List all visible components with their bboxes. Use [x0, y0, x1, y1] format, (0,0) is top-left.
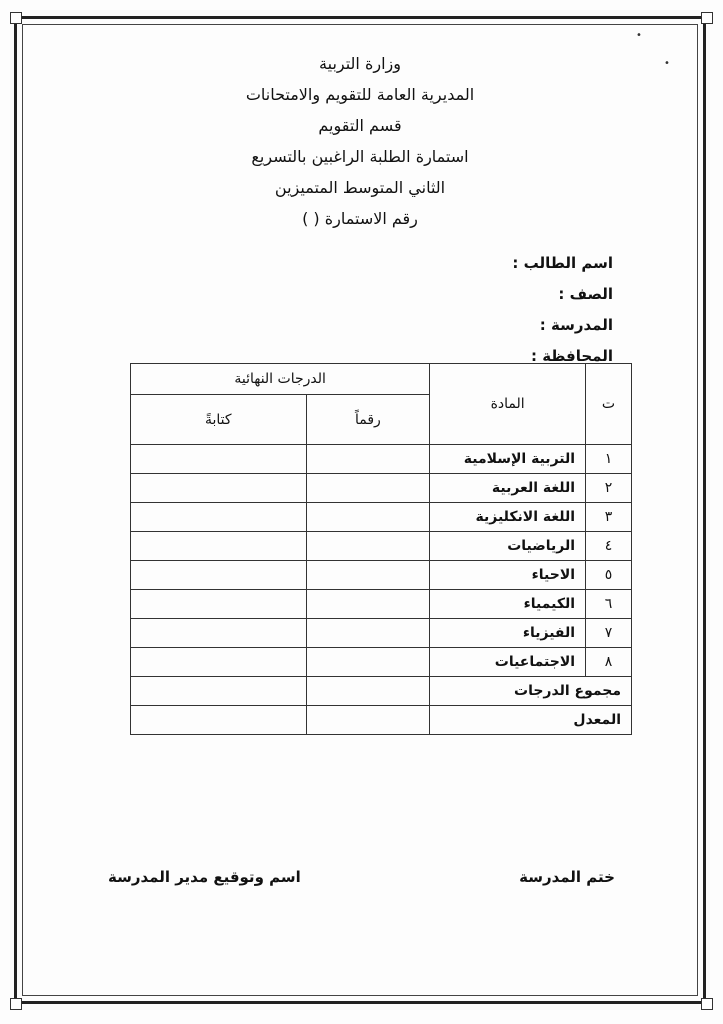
table-row: [131, 474, 632, 503]
corner-ornament: [701, 12, 713, 24]
row-grade-words: [131, 474, 307, 503]
row-number: ٥: [586, 561, 632, 590]
average-label: المعدل: [430, 706, 632, 735]
form-header: [150, 48, 570, 234]
table-row: [131, 445, 632, 474]
row-subject: الفيزياء: [430, 619, 586, 648]
row-number: ٨: [586, 648, 632, 677]
class-field: الصف :: [558, 285, 613, 303]
row-number: ١: [586, 445, 632, 474]
row-number: ٤: [586, 532, 632, 561]
dot-mark: •: [636, 30, 642, 41]
grades-table: [130, 363, 632, 735]
row-subject: اللغة الانكليزية: [430, 503, 586, 532]
column-header-in-words: كتابةً: [131, 395, 307, 445]
principal-signature-label: اسم وتوقيع مدير المدرسة: [108, 868, 301, 886]
row-number: ٢: [586, 474, 632, 503]
form-title: استمارة الطلبة الراغبين بالتسريع: [251, 147, 469, 166]
corner-ornament: [10, 12, 22, 24]
subject-rows: [131, 445, 632, 677]
table-row: [131, 619, 632, 648]
school-field: المدرسة :: [539, 316, 613, 334]
corner-ornament: [10, 998, 22, 1010]
row-subject: الكيمياء: [430, 590, 586, 619]
row-grade-digits: [306, 445, 430, 474]
governorate-field: المحافظة :: [530, 347, 613, 365]
row-grade-digits: [306, 590, 430, 619]
grade-level: الثاني المتوسط المتميزين: [274, 178, 446, 197]
table-row: [131, 561, 632, 590]
row-grade-words: [131, 532, 307, 561]
row-subject: الرياضيات: [430, 532, 586, 561]
department-name: قسم التقويم: [318, 116, 402, 135]
table-row: [131, 532, 632, 561]
corner-ornament: [701, 998, 713, 1010]
column-header-in-digits: رقماً: [306, 395, 430, 445]
total-words-cell: [131, 677, 307, 706]
total-digits-cell: [306, 677, 430, 706]
row-grade-words: [131, 561, 307, 590]
row-grade-digits: [306, 474, 430, 503]
row-number: ٦: [586, 590, 632, 619]
row-grade-digits: [306, 648, 430, 677]
total-row: [131, 677, 632, 706]
average-digits-cell: [306, 706, 430, 735]
row-grade-digits: [306, 532, 430, 561]
column-header-final-grades: الدرجات النهائية: [131, 364, 430, 395]
row-subject: الاجتماعيات: [430, 648, 586, 677]
row-number: ٣: [586, 503, 632, 532]
row-subject: اللغة العربية: [430, 474, 586, 503]
school-stamp-label: ختم المدرسة: [519, 868, 615, 886]
row-grade-words: [131, 619, 307, 648]
row-grade-words: [131, 590, 307, 619]
student-info-fields: [512, 248, 613, 372]
column-header-number: ت: [586, 364, 632, 445]
table-row: [131, 503, 632, 532]
row-grade-digits: [306, 619, 430, 648]
student-name-field: اسم الطالب :: [512, 254, 613, 272]
dot-mark: •: [664, 58, 670, 69]
row-grade-words: [131, 648, 307, 677]
row-grade-words: [131, 503, 307, 532]
ministry-name: وزارة التربية: [319, 54, 401, 73]
directorate-name: المديرية العامة للتقويم والامتحانات: [245, 85, 475, 104]
average-words-cell: [131, 706, 307, 735]
row-grade-digits: [306, 561, 430, 590]
column-header-subject: المادة: [430, 364, 586, 445]
row-grade-digits: [306, 503, 430, 532]
row-subject: الاحياء: [430, 561, 586, 590]
form-number: رقم الاستمارة ( ): [302, 209, 418, 228]
average-row: [131, 706, 632, 735]
row-grade-words: [131, 445, 307, 474]
table-row: [131, 648, 632, 677]
row-subject: التربية الإسلامية: [430, 445, 586, 474]
table-row: [131, 590, 632, 619]
total-label: مجموع الدرجات: [430, 677, 632, 706]
row-number: ٧: [586, 619, 632, 648]
